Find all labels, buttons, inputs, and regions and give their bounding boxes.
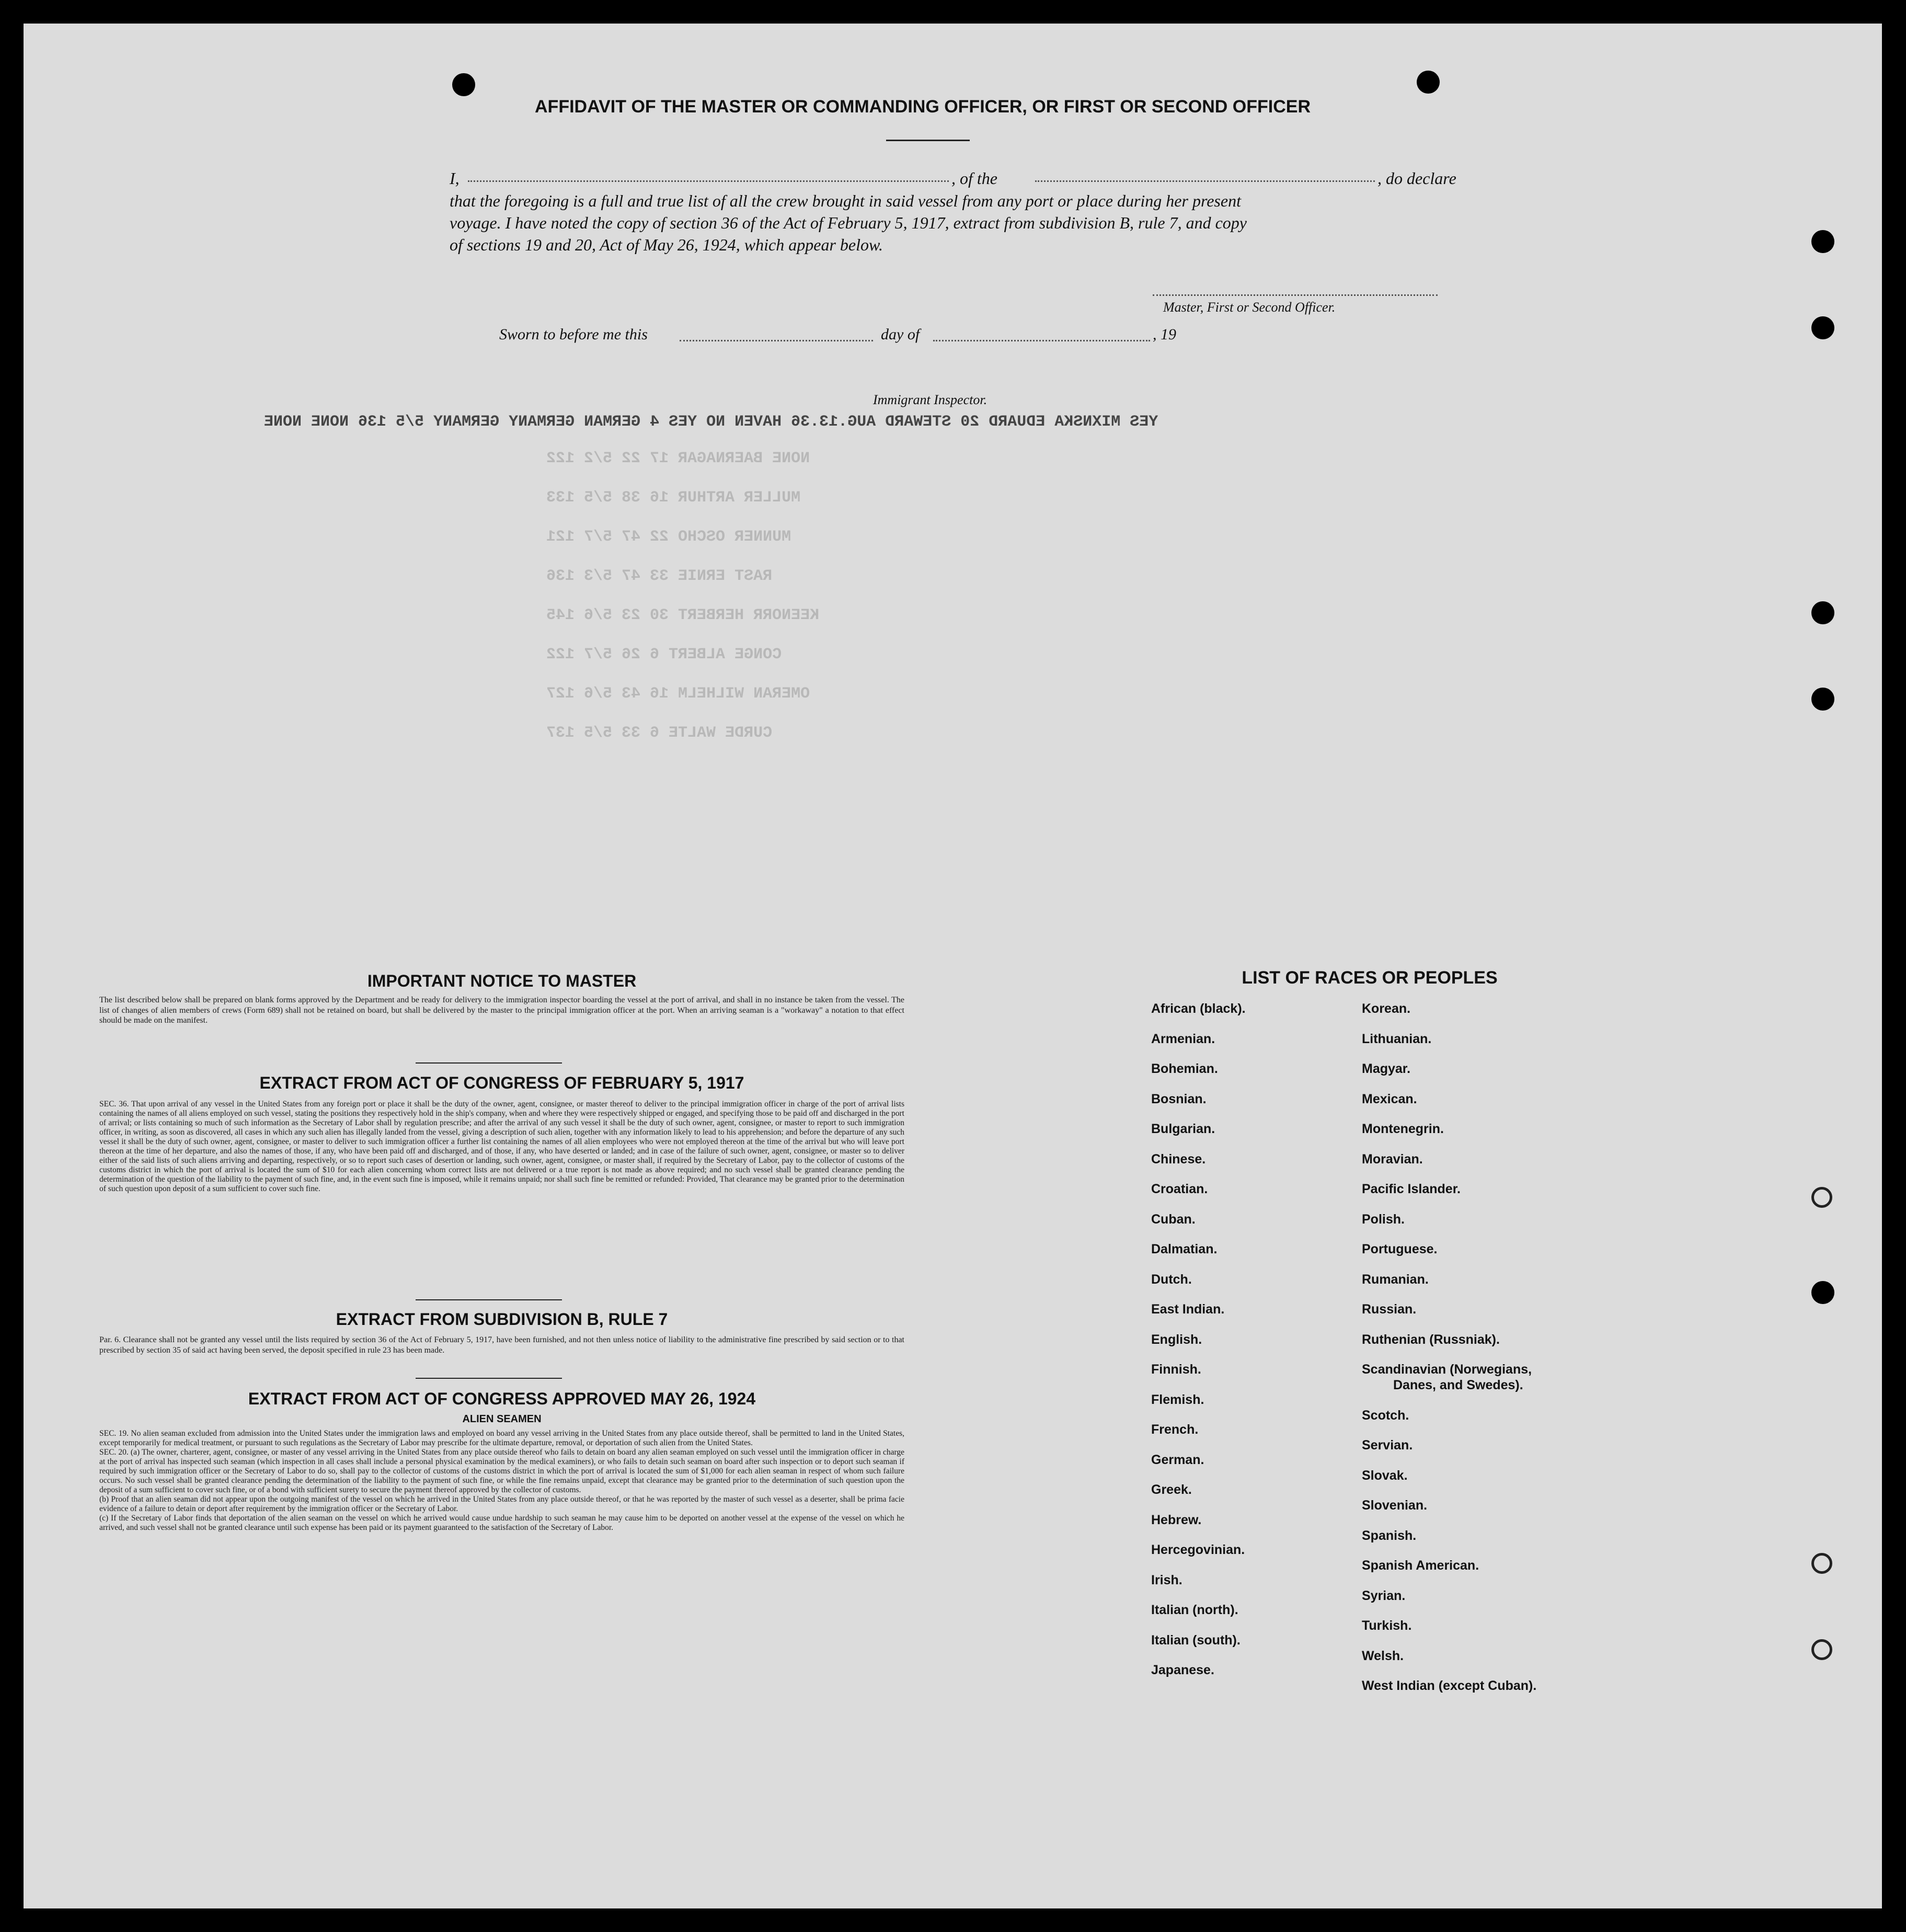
race-item: African (black). [1151, 1001, 1246, 1016]
race-item: West Indian (except Cuban). [1362, 1678, 1537, 1693]
punch-hole [1811, 688, 1834, 711]
divider [416, 1299, 562, 1300]
race-item: Korean. [1362, 1001, 1411, 1016]
race-item: Japanese. [1151, 1663, 1214, 1677]
extract-1924-text [99, 1429, 904, 1533]
punch-hole [1811, 230, 1834, 253]
race-item: Dalmatian. [1151, 1242, 1218, 1256]
race-item: Slovak. [1362, 1468, 1408, 1483]
race-item: Magyar. [1362, 1061, 1411, 1076]
race-item: Mexican. [1362, 1091, 1417, 1106]
extract-1924-title: EXTRACT FROM ACT OF CONGRESS APPROVED MAY 26, 1924 [248, 1389, 756, 1408]
race-item: Flemish. [1151, 1392, 1204, 1407]
race-item: Ruthenian (Russniak). [1362, 1332, 1500, 1347]
punch-hole [1811, 316, 1834, 339]
race-item: Portuguese. [1362, 1242, 1438, 1256]
inspector-label: Immigrant Inspector. [873, 392, 988, 407]
race-item: Irish. [1151, 1572, 1182, 1587]
section-19: SEC. 19. No alien seaman excluded from admission into the United States under the immigration laws and employed on board any vessel arriving in the United States from any place outside thereof, shall be permitted to land in the United States, except temporarily for medical treatment, or pursuant to such regulations as the Secretary of Labor may prescribe for the ultimate departure, removal, or deportation of such alien from the United States. [99, 1429, 904, 1447]
race-item: Italian (south). [1151, 1632, 1241, 1648]
sworn-label: Sworn to before me this [499, 326, 648, 343]
race-item-continuation: Danes, and Swedes). [1393, 1378, 1523, 1392]
punch-hole [1811, 601, 1834, 624]
extract-1917-title: EXTRACT FROM ACT OF CONGRESS OF FEBRUARY 5, 1917 [259, 1073, 744, 1092]
affidavit-line: that the foregoing is a full and true list of all the crew brought in said vessel from any port or place during her present [450, 191, 1241, 210]
race-item: Hercegovinian. [1151, 1542, 1245, 1557]
race-item: Spanish American. [1362, 1558, 1479, 1573]
punch-hole [1417, 71, 1440, 94]
races-right-column [1362, 1001, 1536, 1709]
race-item: Moravian. [1362, 1151, 1423, 1167]
race-item: Dutch. [1151, 1272, 1192, 1287]
affidavit-line: of sections 19 and 20, Act of May 26, 1924, which appear below. [450, 235, 883, 254]
race-item: Pacific Islander. [1362, 1182, 1461, 1196]
race-item: Armenian. [1151, 1031, 1215, 1046]
affidavit-title: AFFIDAVIT OF THE MASTER OR COMMANDING OFFICER, OR FIRST OR SECOND OFFICER [535, 97, 1311, 117]
section-20a: SEC. 20. (a) The owner, charterer, agent, consignee, or master of any vessel arriving in the United States from any place outside thereof who fails to detain on board any alien seaman employed on such vessel until the immigration officer in charge at the port of arrival has inspected such seaman (which inspection in all cases shall include a personal physical examination by the medical examiners), or who fails to detain such seaman on board after such inspection or to deport such seaman if required by such immigration officer or the Secretary of Labor to do so, shall pay to the collector of customs of the customs district in which the port of arrival is located the sum of $1,000 for each alien seaman in respect of whom such failure occurs. No such vessel shall be granted clearance pending the determination of the liability to the payment of such fine, or while the fine remains unpaid, except that clearance may be granted prior to the determination of such question upon the deposit of a sum sufficient to cover such fine, or of a bond with sufficient surety to secure the payment thereof approved by the collector of customs. [99, 1448, 904, 1494]
punch-hole [1811, 1553, 1832, 1574]
divider [416, 1062, 562, 1064]
signature-blank [1153, 294, 1438, 296]
notice-title: IMPORTANT NOTICE TO MASTER [367, 971, 637, 990]
affidavit-line: voyage. I have noted the copy of section 36 of the Act of February 5, 1917, extract from subdivision B, rule 7, and copy [450, 213, 1247, 232]
month-blank [933, 340, 1150, 341]
races-left-column [1151, 1001, 1246, 1693]
punch-hole [452, 73, 475, 96]
race-item: Russian. [1362, 1302, 1417, 1317]
race-item: Bohemian. [1151, 1061, 1218, 1076]
race-item: Syrian. [1362, 1588, 1406, 1603]
race-item: Montenegrin. [1362, 1122, 1444, 1136]
day-of-label: day of [881, 326, 920, 343]
race-item: German. [1151, 1452, 1204, 1467]
punch-hole [1811, 1639, 1832, 1660]
race-item: Italian (north). [1151, 1603, 1238, 1617]
section-20b: (b) Proof that an alien seaman did not appear upon the outgoing manifest of the vessel on which he arrived in the United States from any place outside thereof, or that he was reported by the master of such vessel as a deserter, shall be prima facie evidence of a failure to detain or deport after requirement by the immigration officer or the Secretary of Labor. [99, 1495, 904, 1513]
section-20c: (c) If the Secretary of Labor finds that deportation of the alien seaman on the vessel on which he arrived would cause undue hardship to such seaman he may cause him to be deported on another vessel at the expense of the vessel on which he arrived, and such vessel shall not be granted clearance until such expense has been paid or its payment guaranteed to the satisfaction of the Secretary of Labor. [99, 1514, 904, 1532]
race-item: Lithuanian. [1362, 1031, 1432, 1046]
race-item: Bulgarian. [1151, 1122, 1215, 1136]
races-title: LIST OF RACES OR PEOPLES [1242, 968, 1498, 988]
race-item: Bosnian. [1151, 1091, 1207, 1106]
race-item: Spanish. [1362, 1528, 1417, 1543]
race-item: Slovenian. [1362, 1498, 1428, 1513]
race-item: Servian. [1362, 1438, 1413, 1453]
race-item: Welsh. [1362, 1648, 1404, 1663]
race-item: Greek. [1151, 1482, 1192, 1497]
race-item: Hebrew. [1151, 1512, 1202, 1527]
affidavit-text [450, 190, 1477, 256]
race-item: Finnish. [1151, 1362, 1201, 1377]
race-item: Chinese. [1151, 1151, 1206, 1167]
affidavit-do-declare: , do declare [1377, 169, 1456, 188]
race-item: Scandinavian (Norwegians, [1362, 1362, 1532, 1377]
notice-text: The list described below shall be prepared on blank forms approved by the Department and be ready for delivery to the immigration inspector boarding the vessel at the port of arrival, and shall in no instance be taken from the vessel. The list of changes of alien members of crews (Form 689) shall not be retained on board, but shall be delivered by the master to the principal immigration officer at the port. When an arriving seaman is a "workaway" a notation to that effect should be made on the manifest. [99, 996, 904, 1025]
race-item: English. [1151, 1332, 1202, 1347]
affidavit-of-the: , of the [951, 169, 997, 188]
name-blank [468, 180, 949, 182]
race-item: Scotch. [1362, 1408, 1409, 1423]
race-item: Polish. [1362, 1211, 1405, 1227]
race-item: Croatian. [1151, 1182, 1208, 1196]
race-item: Cuban. [1151, 1211, 1196, 1227]
day-blank [680, 340, 873, 341]
punch-hole [1811, 1281, 1834, 1304]
extract-1917-text: SEC. 36. That upon arrival of any vessel in the United States from any foreign port or place it shall be the duty of the owner, agent, consignee, or master thereof to deliver to the principal immigration officer in charge of the port of arrival lists containing the names of all aliens employed on such vessel, stating the positions they respectively hold in the ship's company, when and where they were respectively shipped or engaged, and specifying those to be paid off and discharged in the port of arrival; or lists containing so much of such information as the Secretary of Labor shall by regulation prescribe; and after the arrival of any such vessel it shall be the duty of such owner, agent, consignee, or master to report to such immigration officer, in writing, as soon as discovered, all cases in which any such alien has illegally landed from the vessel, giving a description of such alien, together with any information likely to lead to his apprehension; and before the departure of any such vessel it shall be the duty of such owner, agent, consignee, or master to deliver to such immigration officer a further list containing the names of all alien employees who were not employed thereon at the time of the arrival but who will leave port thereon at the time of her departure, and also the names of those, if any, who have been paid off and discharged, and of those, if any, who have deserted or landed; and in case of the failure of such owner, agent, consignee, or master so to deliver either of the said lists of such aliens arriving and departing, respectively, or so to report such cases of desertion or landing, such owner, agent, consignee, or master shall, if required by the Secretary of Labor, pay to the collector of customs of the customs district in which the port of arrival is located the sum of $10 for each alien concerning whom correct lists are not delivered or a true report is not made as above required; and no such vessel shall be granted clearance pending the determination of the question of the liability to the payment of such fine, and, in the event such fine is imposed, while it remains unpaid; nor shall such fine be remitted or refunded: Provided, That clearance may be granted prior to the determination of such question upon deposit of a sum sufficient to cover such fine. [99, 1100, 904, 1193]
race-item: Turkish. [1362, 1618, 1412, 1633]
extract-1924-subtitle: ALIEN SEAMEN [462, 1413, 542, 1425]
affidavit-i-label: I, [450, 169, 460, 188]
race-item: Rumanian. [1362, 1272, 1429, 1287]
divider [416, 1378, 562, 1379]
document-page: YES MIXNSKA EDUARD 20 STEWARD AUG.13.36 HAVEN NO YES 4 GERMAN GERMANY GERMANY 5/5 136 NONE NONE NONE BAERNAGAR 17 22 5/2 122 MULLER ARTHUR 16 38 5/5 133 MUNNER OSCHO 22 47 5/7 121 RAST ERNIE 33 47 5/3 136 KEENORR HERBERT 30 23 5/6 145 CONGE ALBERT 6 26 5/7 122 OMERAN WILHELM 16 43 5/6 127 CURDE WALTE 6 33 5/5 137 AFFIDAVIT OF THE MASTER OR COMMANDING OFFICER, OR FIRST OR SECOND OFFICER I, , of the , do declare that the foregoing is a full and true list of all the crew brought in said vessel from any port or place during her present voyage. I have noted the copy of section 36 of the Act of February 5, 1917, extract from subdivision B, rule 7, and copy of sections 19 and 20, Act of May 26, 1924, which appear below. Master, First or Second Officer. Sworn to before me this day of , 19 Immigrant Inspector. IMPORTANT NOTICE TO MASTER The list described below shall be prepared on blank forms approved by the Department and be ready for delivery to the immigration inspector boarding the vessel at the port of arrival, and shall in no instance be taken from the vessel. The list of changes of alien members of crews (Form 689) shall not be retained on board, but shall be delivered by the master to the principal immigration officer at the port. When an arriving seaman is a "workaway" a notation to that effect should be made on the manifest. EXTRACT FROM ACT OF CONGRESS OF FEBRUARY 5, 1917 SEC. 36. That upon arrival of any vessel in the United States from any foreign port or place it shall be the duty of the owner, agent, consignee, or master thereof to deliver to the principal immigration officer in charge of the port of arrival lists containing the names of all aliens employed on such vessel, stating the positions they respectively hold in the ship's company, when and where they were respectively shipped or engaged, and specifying those to be paid off and discharged in the port of arrival; or lists containing so much of such information as the Secretary of Labor shall by regulation prescribe; and after the arrival of any such vessel it shall be the duty of such owner, agent, consignee, or master to report to such immigration officer, in writing, as soon as discovered, all cases in which any such alien has illegally landed from the vessel, giving a description of such alien, together with any information likely to lead to his apprehension; and before the departure of any such vessel it shall be the duty of such owner, agent, consignee, or master to deliver to such immigration officer a further list containing the names of all alien employees who were not employed thereon at the time of the arrival but who will leave port thereon at the time of her departure, and also the names of those, if any, who have been paid off and discharged, and of those, if any, who have deserted or landed; and in case of the failure of such owner, agent, consignee, or master so to deliver either of the said lists of such aliens arriving and departing, respectively, or so to report such cases of desertion or landing, such owner, agent, consignee, or master shall, if required by the Secretary of Labor, pay to the collector of customs of the customs district in which the port of arrival is located the sum of $10 for each alien concerning whom correct lists are not delivered or a true report is not made as above required; and no such vessel shall be granted clearance pending the determination of the question of the liability to the payment of such fine, and, in the event such fine is imposed, while it remains unpaid; nor shall such fine be remitted or refunded: Provided, That clearance may be granted prior to the determination of such question upon deposit of a sum sufficient to cover such fine. EXTRACT FROM SUBDIVISION B, RULE 7 Par. 6. Clearance shall not be granted any vessel until the lists required by section 36 of the Act of February 5, 1917, have been furnished, and not then unless notice of liability to the administrative fine prescribed by said section or to that prescribed by section 35 of said act having been served, the deposit specified in rule 23 has been made. EXTRACT FROM ACT OF CONGRESS APPROVED MAY 26, 1924 ALIEN SEAMEN SEC. 19. No alien seaman excluded from admission into the United States under the immigration laws and employed on board any vessel arriving in the United States from any place outside thereof, shall be permitted to land in the United States, except temporarily for medical treatment, or pursuant to such regulations as the Secretary of Labor may prescribe for the ultimate departure, removal, or deportation of such alien from the United States. SEC. 20. (a) The owner, charterer, agent, consignee, or master of any vessel arriving in the United States from any place outside thereof who fails to detain on board any alien seaman employed on such vessel until the immigration officer in charge at the port of arrival has inspected such seaman (which inspection in all cases shall include a personal physical examination by the medical examiners), or who fails to detain such seaman on board after such inspection or to deport such seaman if required by such immigration officer or the Secretary of Labor to do so, shall pay to the collector of customs of the customs district in which the port of arrival is located the sum of $1,000 for each alien seaman in respect of whom such failure occurs. No such vessel shall be granted clearance pending the determination of the liability to the payment of such fine, or while the fine remains unpaid, except that clearance may be granted prior to the determination of such question upon the deposit of a sum sufficient to cover such fine, or of a bond with sufficient surety to secure the payment thereof approved by the collector of customs. (b) Proof that an alien seaman did not appear upon the outgoing manifest of the vessel on which he arrived in the United States from any place outside thereof, or that he was reported by the master of such vessel as a deserter, shall be prima facie evidence of a failure to detain or deport after requirement by the immigration officer or the Secretary of Labor. (c) If the Secretary of Labor finds that deportation of the alien seaman on the vessel on which he arrived would cause undue hardship to such seaman he may cause him to be deported on another vessel at the expense of the vessel on which he arrived, and such vessel shall not be granted clearance until such expense has been paid or its payment guaranteed to the satisfaction of the Secretary of Labor. LIST OF RACES OR PEOPLES African (black). Armenian. Bohemian. Bosnian. Bulgarian. Chinese. Croatian. Cuban. Dalmatian. Dutch. East Indian. English. Finnish. Flemish. French. German. Greek. Hebrew. Hercegovinian. Irish. Italian (north). Italian (south). Japanese. Korean. Lithuanian. Magyar. Mexican. Montenegrin. Moravian. Pacific Islander. Polish. Portuguese. Rumanian. Russian. Ruthenian (Russniak). Scandinavian (Norwegians, Danes, and Swedes). Scotch. Servian. Slovak. Slovenian. Spanish. Spanish American. Syrian. Turkish. Welsh. West Indian (except Cuban). [24, 24, 1882, 1908]
master-label: Master, First or Second Officer. [1163, 300, 1336, 315]
race-item: East Indian. [1151, 1302, 1225, 1317]
divider [886, 140, 970, 141]
year-label: , 19 [1153, 326, 1176, 343]
race-item: French. [1151, 1422, 1199, 1437]
rule7-title: EXTRACT FROM SUBDIVISION B, RULE 7 [336, 1310, 668, 1329]
rule7-text: Par. 6. Clearance shall not be granted any vessel until the lists required by section 36 of the Act of February 5, 1917, have been furnished, and not then unless notice of liability to the administrative fine prescribed by said section or to that prescribed by section 35 of said act having been served, the deposit specified in rule 23 has been made. [99, 1335, 904, 1355]
punch-hole [1811, 1187, 1832, 1208]
vessel-blank [1035, 180, 1375, 182]
